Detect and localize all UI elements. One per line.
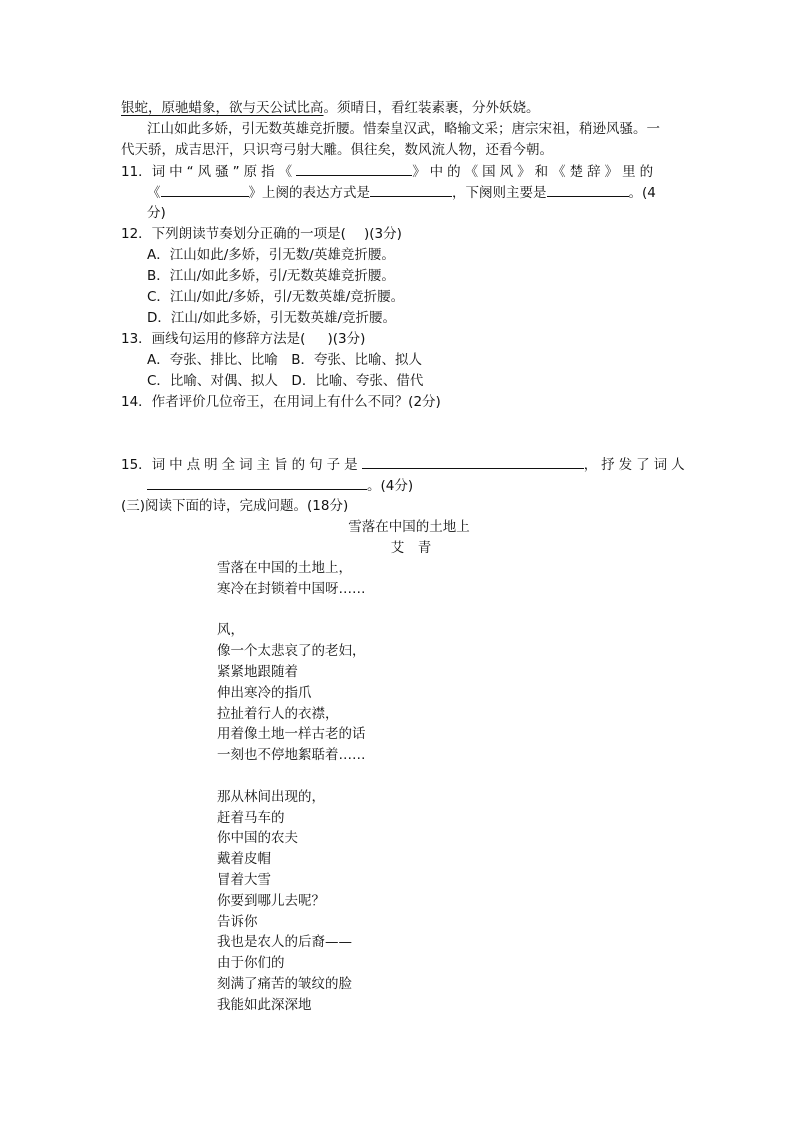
question-11-number: 11． <box>121 164 152 180</box>
question-15-blank-2[interactable] <box>147 475 367 490</box>
question-12-option-a: A．江山如此/多娇，引无数/英雄竞折腰。 <box>147 247 395 263</box>
question-12-option-c: C．江山/如此/多娇，引/无数英雄/竞折腰。 <box>147 289 405 305</box>
question-13-points: )(3分) <box>327 331 366 347</box>
poem-line: 你中国的农夫 <box>217 830 298 846</box>
poem-title: 雪落在中国的土地上 <box>348 519 470 535</box>
question-15-number: 15． <box>121 457 152 473</box>
question-11-text-b: 》中的《国风》和《楚辞》里的 <box>412 164 658 180</box>
question-11-text-f: 。(4 <box>628 185 656 201</box>
poem-line: 那从林间出现的， <box>217 789 325 805</box>
poem-line: 雪落在中国的土地上， <box>217 560 352 576</box>
question-12-option-b: B．江山/如此多娇，引/无数英雄竞折腰。 <box>147 268 395 284</box>
poem-line: 赶着马车的 <box>217 810 285 826</box>
question-13-options-cd: C．比喻、对偶、拟人 D．比喻、夸张、借代 <box>147 373 424 389</box>
poem-line: 一刻也不停地絮聒着…… <box>217 747 366 763</box>
question-11-text-d: 》上阕的表达方式是 <box>248 185 370 201</box>
poem-line: 紧紧地跟随着 <box>217 664 298 680</box>
poem-para-2a: 江山如此多娇，引无数英雄竞折腰。惜秦皇汉武，略输文采；唐宗宋祖，稍逊风骚。一 <box>147 121 660 137</box>
poem-line: 你要到哪儿去呢？ <box>217 893 325 909</box>
poem-line: 伸出寒冷的指爪 <box>217 685 312 701</box>
poem-line: 用着像土地一样古老的话 <box>217 726 366 742</box>
question-11-text-c: 《 <box>147 185 161 201</box>
question-11-line-2 <box>147 182 656 203</box>
poem-line-1-rest: 。须晴日，看红装素裹，分外妖娆。 <box>323 100 540 116</box>
question-11-line-3: 分) <box>147 205 166 221</box>
question-14: 14．作者评价几位帝王，在用词上有什么不同？(2分) <box>121 394 441 410</box>
question-11-blank-3[interactable] <box>370 182 452 197</box>
question-15-line-1 <box>121 454 689 475</box>
question-11-blank-4[interactable] <box>547 182 629 197</box>
poem-line: 风， <box>217 622 244 638</box>
question-12-points: )(3分) <box>363 226 402 242</box>
poem-line: 像一个太悲哀了的老妇， <box>217 643 366 659</box>
poem-line: 戴着皮帽 <box>217 851 271 867</box>
poem-line: 寒冷在封锁着中国呀…… <box>217 581 366 597</box>
poem-line-1 <box>121 98 540 118</box>
question-12-option-d: D．江山/如此多娇，引无数英雄/竞折腰。 <box>147 310 396 326</box>
question-13-stem <box>121 329 365 349</box>
poem-line: 冒着大雪 <box>217 872 271 888</box>
poem-line: 告诉你 <box>217 914 258 930</box>
question-15-text-c: 。(4分) <box>367 478 414 494</box>
poem-line: 拉扯着行人的衣襟， <box>217 706 339 722</box>
underlined-sentence: 银蛇，原驰蜡象，欲与天公试比高 <box>121 100 324 116</box>
question-15-blank-1[interactable] <box>362 454 584 469</box>
question-13-options-ab: A．夸张、排比、比喻 B．夸张、比喻、拟人 <box>147 352 422 368</box>
question-15-text-b: ，抒发了词人 <box>583 457 689 473</box>
poem-line: 我也是农人的后裔—— <box>217 934 352 950</box>
question-12-stem-text: 12．下列朗读节奏划分正确的一项是( <box>121 226 346 242</box>
question-11-text-e: ，下阕则主要是 <box>452 185 547 201</box>
poem-line: 我能如此深深地 <box>217 997 312 1013</box>
question-11-text-a: 词中“风骚”原指《 <box>151 164 297 180</box>
poem-para-2b: 代天骄，成吉思汗，只识弯弓射大雕。俱往矣，数风流人物，还看今朝。 <box>121 142 553 158</box>
question-11-blank-2[interactable] <box>161 182 249 197</box>
poem-line: 刻满了痛苦的皱纹的脸 <box>217 976 352 992</box>
question-12-stem <box>121 224 402 244</box>
question-15-text-a: 词中点明全词主旨的句子是 <box>151 457 362 473</box>
question-13-stem-text: 13．画线句运用的修辞方法是( <box>121 331 306 347</box>
poem-author: 艾 青 <box>390 540 432 556</box>
question-11-line-1 <box>121 161 657 182</box>
question-15-line-2 <box>147 475 413 496</box>
section-3-heading: (三)阅读下面的诗，完成问题。(18分) <box>121 498 349 514</box>
poem-line: 由于你们的 <box>217 955 285 971</box>
question-11-blank-1[interactable] <box>296 161 412 176</box>
